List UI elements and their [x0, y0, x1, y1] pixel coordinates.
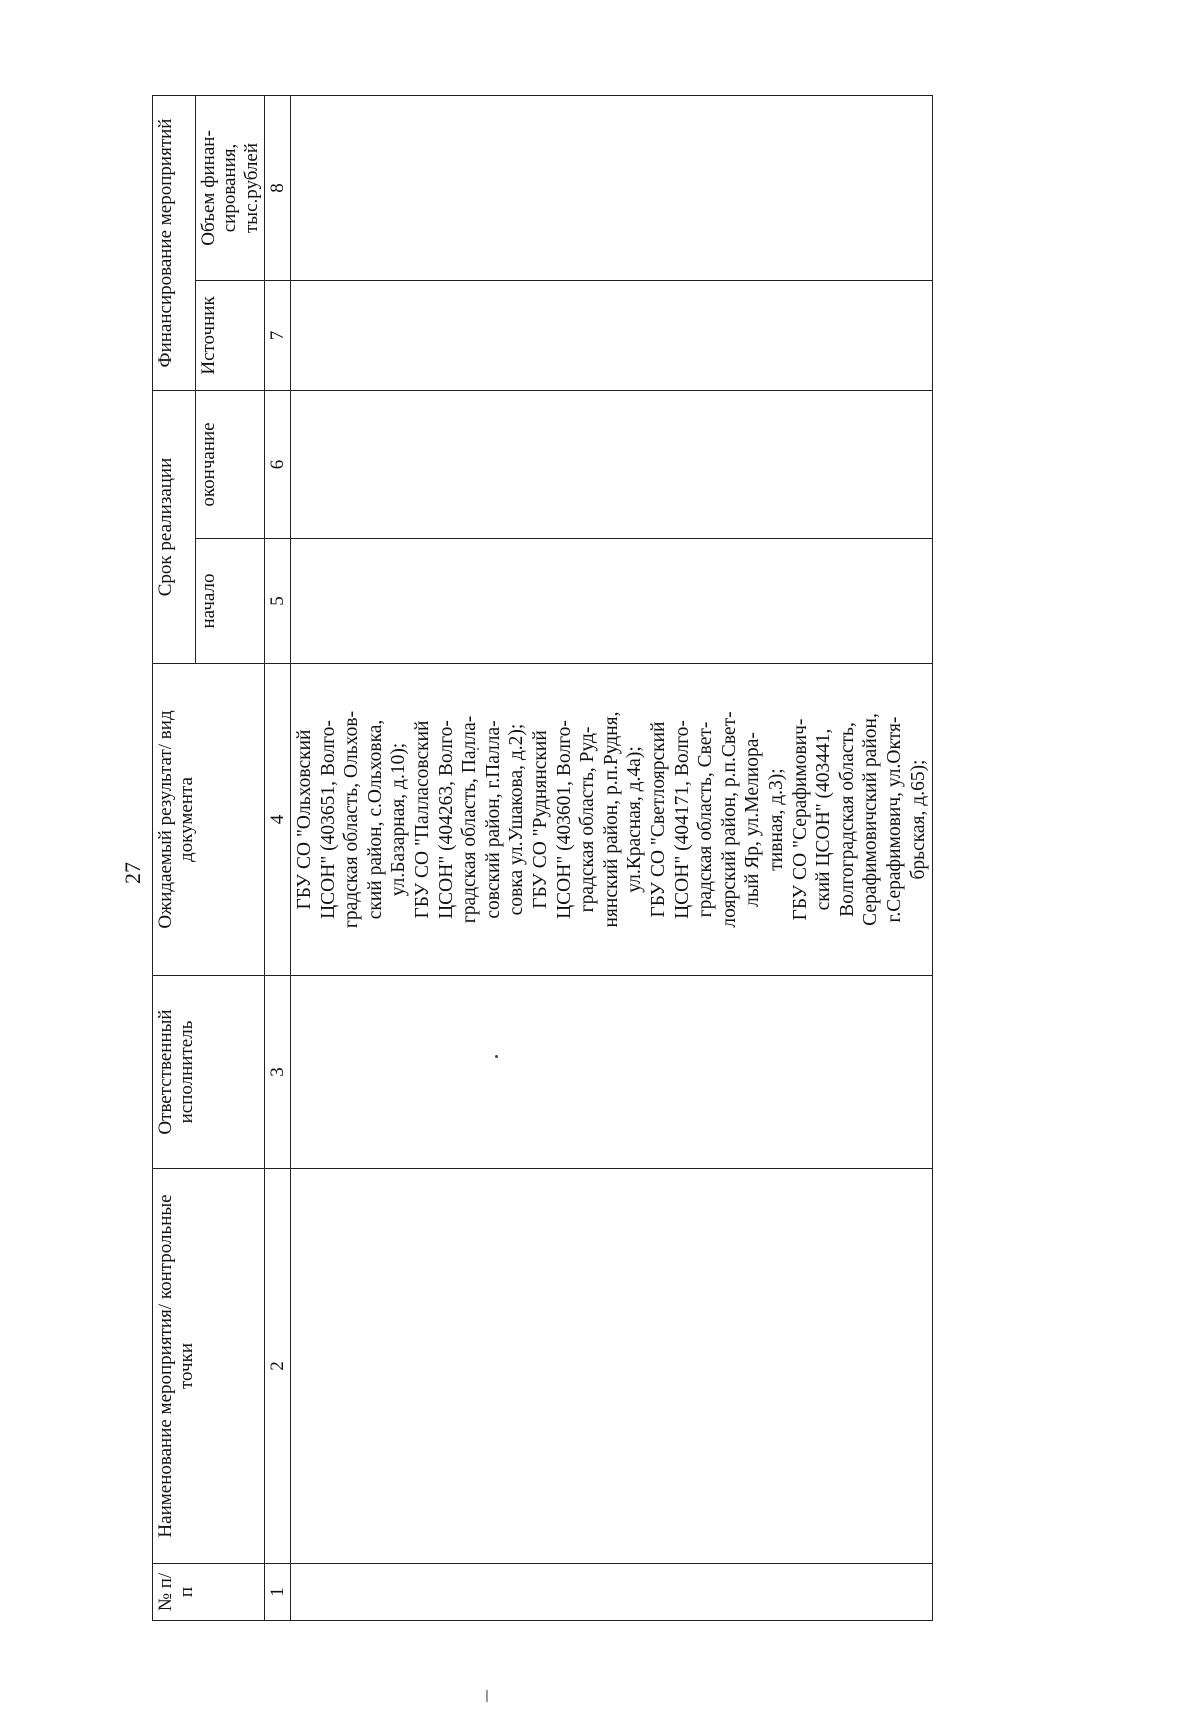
- result-line: совка ул.Ушакова, д.2);: [506, 723, 528, 916]
- cell-empty: [291, 1564, 933, 1621]
- cell-empty: [291, 390, 933, 538]
- result-line: Серафимовичский район,: [860, 713, 882, 926]
- column-number: 6: [264, 390, 290, 538]
- table-row: [291, 95, 933, 1620]
- result-line: совский район, г.Палла-: [482, 720, 504, 919]
- header-row-1: [153, 95, 196, 1620]
- header-col-start: начало: [196, 539, 265, 664]
- result-line: ЦСОН" (404171, Волго-: [671, 720, 693, 919]
- result-line: ул.Красная, д.4а);: [624, 746, 646, 893]
- column-number-row: [264, 95, 290, 1620]
- cell-empty: [291, 95, 933, 280]
- result-line: нянский район, р.п.Рудня,: [600, 711, 622, 928]
- header-col-finance-group: Финансирование мероприятий: [153, 95, 196, 390]
- rotated-table-wrapper: [152, 96, 929, 1621]
- header-col-source: Источник: [196, 280, 265, 390]
- cell-empty: [291, 976, 933, 1169]
- column-number: 3: [264, 976, 290, 1169]
- result-line: ГБУ СО "Ольховский: [294, 729, 316, 910]
- result-line: лый Яр, ул.Мелиора-: [742, 732, 764, 907]
- column-number: 7: [264, 280, 290, 390]
- column-number: 5: [264, 539, 290, 664]
- page-number: 27: [120, 862, 145, 884]
- header-col-number: № п/п: [153, 1564, 265, 1621]
- result-line: ГБУ СО "Светлоярский: [647, 721, 669, 918]
- header-col-end: окончание: [196, 390, 265, 538]
- result-line: градская область, Свет-: [695, 721, 717, 918]
- column-number: 1: [264, 1564, 290, 1621]
- header-col-result: Ожидаемый результат/ вид документа: [153, 664, 265, 976]
- column-number: 4: [264, 664, 290, 976]
- result-line: ЦСОН" (403651, Волго-: [317, 720, 339, 919]
- result-line: ЦСОН" (404263, Волго-: [435, 720, 457, 919]
- result-line: ГБУ СО "Серафимович-: [789, 718, 811, 921]
- activities-table: [152, 95, 933, 1621]
- result-cell: [291, 664, 933, 976]
- result-line: ГБУ СО "Палласовский: [412, 720, 434, 919]
- result-line: градская область, Палла-: [459, 715, 481, 924]
- header-col-amount: Объем финан-сирования, тыс.рублей: [196, 95, 265, 280]
- scan-speck: [486, 1690, 488, 1702]
- result-line: Волгоградская область,: [836, 722, 858, 917]
- cell-empty: [291, 280, 933, 390]
- column-number: 2: [264, 1169, 290, 1564]
- header-col-term-group: Срок реализации: [153, 390, 196, 663]
- result-line: ский район, с.Ольховка,: [364, 719, 386, 920]
- header-col-executor: Ответственный исполнитель: [153, 976, 265, 1169]
- header-col-activity: Наименование мероприятия/ контрольные точки: [153, 1169, 265, 1564]
- result-line: г.Серафимович, ул.Октя-: [883, 716, 905, 923]
- result-line: ГБУ СО "Руднянский: [530, 730, 551, 909]
- result-line: брьская, д.65);: [907, 759, 929, 880]
- cell-empty: [291, 539, 933, 664]
- result-line: градская область, Руд-: [577, 726, 599, 913]
- result-line: ул.Базарная, д.10);: [388, 742, 410, 897]
- cell-empty: [291, 1169, 933, 1564]
- result-line: ЦСОН" (403601, Волго-: [553, 720, 575, 919]
- result-line: градская область, Ольхов-: [341, 710, 363, 929]
- result-line: ский ЦСОН" (403441,: [813, 728, 835, 911]
- result-line: тивная, д.3);: [765, 768, 787, 871]
- result-line: лоярский район, р.п.Свет-: [718, 711, 740, 928]
- column-number: 8: [264, 95, 290, 280]
